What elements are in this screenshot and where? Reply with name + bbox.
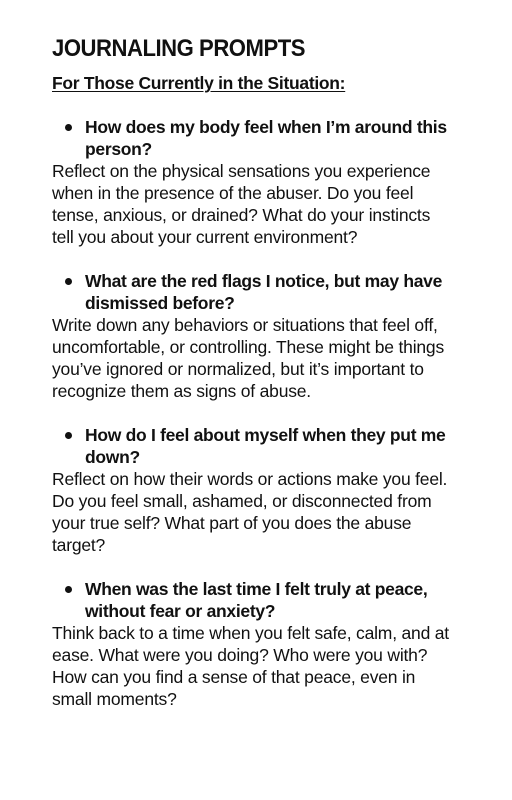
prompt-item: [52, 578, 452, 710]
prompt-question-text: How does my body feel when I’m around this person?: [85, 117, 447, 159]
prompt-question: [52, 578, 452, 622]
prompt-question-text: How do I feel about myself when they put me down?: [85, 425, 446, 467]
prompt-question: [52, 424, 452, 468]
prompt-item: [52, 424, 452, 556]
bullet-icon: [65, 124, 72, 131]
prompt-question: [52, 116, 452, 160]
prompt-item: [52, 116, 452, 248]
bullet-icon: [65, 586, 72, 593]
section-heading: For Those Currently in the Situation:: [52, 73, 346, 93]
page-title: JOURNALING PROMPTS: [52, 35, 306, 62]
prompt-item: [52, 270, 452, 402]
prompt-body: Think back to a time when you felt safe, calm, and at ease. What were you doing? Who were you with? How can you find a sense of that peace, even in small moments?: [52, 623, 449, 709]
prompt-list: [52, 116, 452, 710]
prompt-body: Write down any behaviors or situations that feel off, uncomfortable, or controlling. These might be things you’ve ignored or normalized, but it’s important to recognize them as signs of abuse.: [52, 315, 444, 401]
bullet-icon: [65, 278, 72, 285]
prompt-question-text: What are the red flags I notice, but may have dismissed before?: [85, 271, 443, 313]
bullet-icon: [65, 432, 72, 439]
prompt-body: Reflect on how their words or actions make you feel. Do you feel small, ashamed, or disconnected from your true self? What part of you does the abuse target?: [52, 469, 448, 555]
prompt-question: [52, 270, 452, 314]
prompt-question-text: When was the last time I felt truly at peace, without fear or anxiety?: [85, 579, 428, 621]
document-page: [52, 30, 452, 710]
prompt-body: Reflect on the physical sensations you experience when in the presence of the abuser. Do you feel tense, anxious, or drained? What do your instincts tell you about your current environment?: [52, 161, 431, 247]
